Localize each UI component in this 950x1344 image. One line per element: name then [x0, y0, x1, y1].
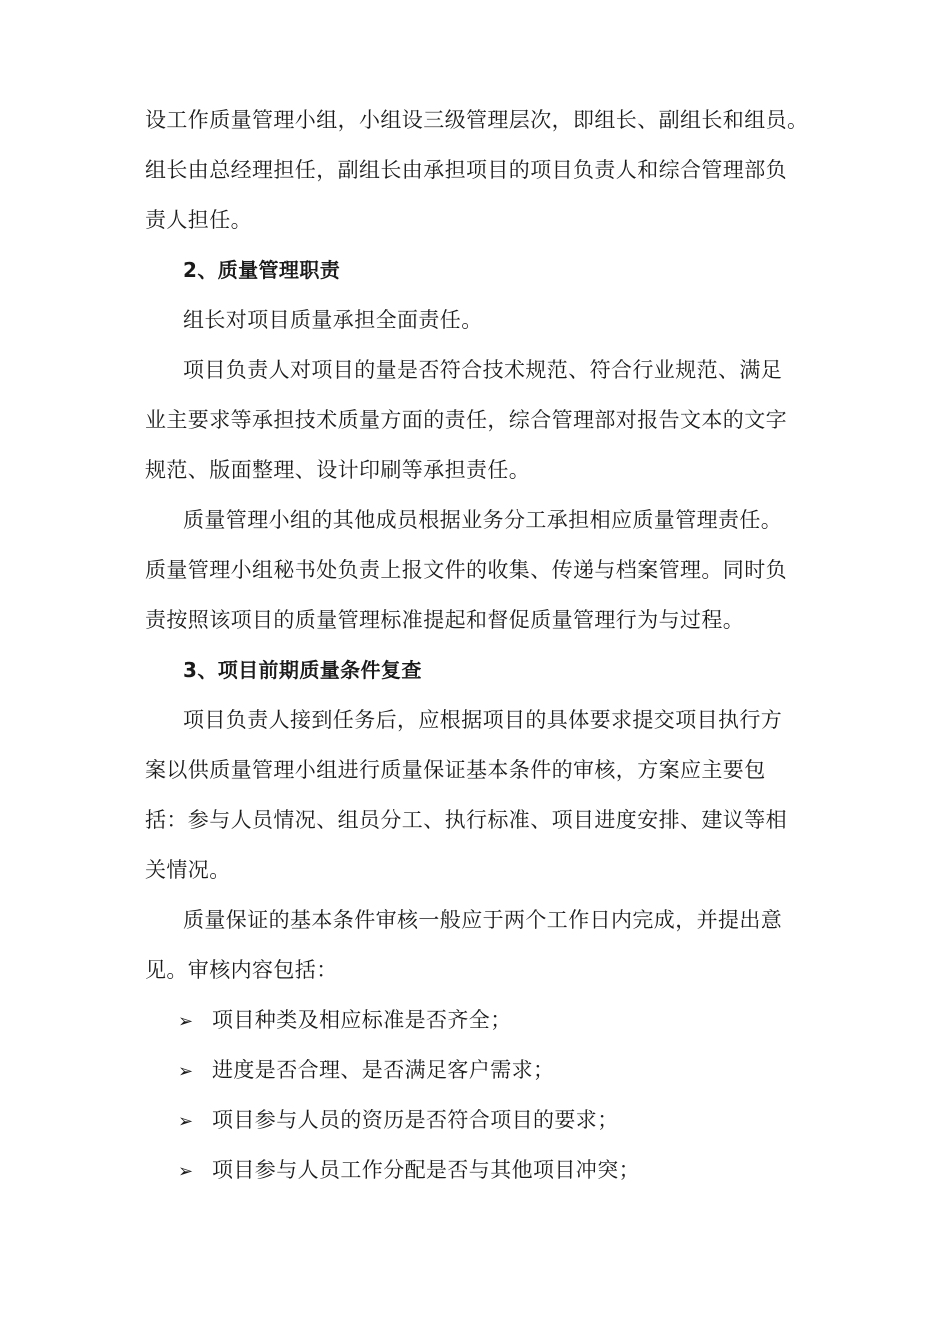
- list-item-text: 项目参与人员工作分配是否与其他项目冲突；: [212, 1158, 640, 1182]
- paragraph-line: 项目负责人对项目的量是否符合技术规范、符合行业规范、满足: [183, 358, 783, 382]
- paragraph-line: 组长对项目质量承担全面责任。: [183, 308, 483, 332]
- paragraph-line: 案以供质量管理小组进行质量保证基本条件的审核，方案应主要包: [145, 758, 766, 782]
- section-heading: 2、质量管理职责: [183, 258, 341, 282]
- list-item-text: 项目参与人员的资历是否符合项目的要求；: [212, 1108, 619, 1132]
- paragraph-line: 责按照该项目的质量管理标准提起和督促质量管理行为与过程。: [145, 608, 745, 632]
- list-item: [178, 1005, 512, 1037]
- list-item: [178, 1055, 554, 1087]
- paragraph-line: 项目负责人接到任务后，应根据项目的具体要求提交项目执行方: [183, 708, 783, 732]
- arrowhead-bullet-icon: ➢: [178, 1111, 194, 1132]
- paragraph-line: 设工作质量管理小组，小组设三级管理层次，即组长、副组长和组员。: [145, 108, 809, 132]
- paragraph-line: 组长由总经理担任，副组长由承担项目的项目负责人和综合管理部负: [145, 158, 787, 182]
- arrowhead-bullet-icon: ➢: [178, 1011, 194, 1032]
- paragraph-line: 质量保证的基本条件审核一般应于两个工作日内完成，并提出意: [183, 908, 783, 932]
- list-item: [178, 1105, 619, 1137]
- paragraph-line: 规范、版面整理、设计印刷等承担责任。: [145, 458, 531, 482]
- paragraph-line: 括：参与人员情况、组员分工、执行标准、项目进度安排、建议等相: [145, 808, 787, 832]
- paragraph-line: 质量管理小组的其他成员根据业务分工承担相应质量管理责任。: [183, 508, 783, 532]
- paragraph-line: 质量管理小组秘书处负责上报文件的收集、传递与档案管理。同时负: [145, 558, 787, 582]
- arrowhead-bullet-icon: ➢: [178, 1061, 194, 1082]
- paragraph-line: 业主要求等承担技术质量方面的责任，综合管理部对报告文本的文字: [145, 408, 787, 432]
- list-item-text: 进度是否合理、是否满足客户需求；: [212, 1058, 555, 1082]
- list-item: [178, 1155, 640, 1187]
- section-heading: 3、项目前期质量条件复查: [183, 658, 422, 682]
- paragraph-line: 见。审核内容包括：: [145, 958, 338, 982]
- arrowhead-bullet-icon: ➢: [178, 1161, 194, 1182]
- paragraph-line: 责人担任。: [145, 208, 252, 232]
- list-item-text: 项目种类及相应标准是否齐全；: [212, 1008, 512, 1032]
- paragraph-line: 关情况。: [145, 858, 231, 882]
